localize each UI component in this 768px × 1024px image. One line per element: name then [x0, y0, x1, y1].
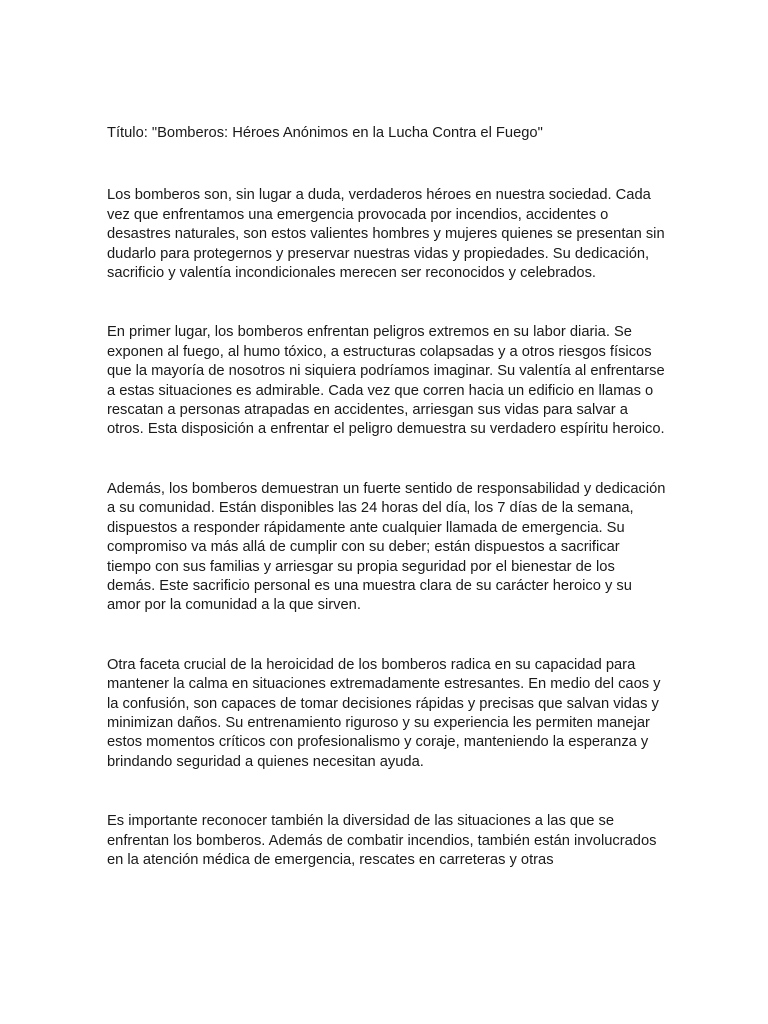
paragraph-5: Es importante reconocer también la diversidad de las situaciones a las que se enfrentan los bomberos. Además de combatir incendios, también están involucrados en la atención médica de emergencia, rescates en carreteras y otras: [107, 813, 657, 868]
paragraph-3: Además, los bomberos demuestran un fuerte sentido de responsabilidad y dedicación a su comunidad. Están disponibles las 24 horas del día, los 7 días de la semana, dispuestos a responder rápidamente ante cualquier llamada de emergencia. Su compromiso va más allá de cumplir con su deber; están dispuestos a sacrificar tiempo con sus familias y arriesgar su propia seguridad por el bienestar de los demás. Este sacrificio personal es una muestra clara de su carácter heroico y su amor por la comunidad a la que sirven.: [107, 480, 666, 614]
paragraph-4: Otra faceta crucial de la heroicidad de los bomberos radica en su capacidad para mantener la calma en situaciones extremadamente estresantes. En medio del caos y la confusión, son capaces de tomar decisiones rápidas y precisas que salvan vidas y minimizan daños. Su entrenamiento riguroso y su experiencia les permiten manejar estos momentos críticos con profesionalismo y coraje, manteniendo la esperanza y brindando seguridad a quienes necesitan ayuda.: [107, 656, 661, 770]
document-title: Título: "Bomberos: Héroes Anónimos en la Lucha Contra el Fuego": [107, 125, 543, 141]
document-body: [107, 124, 667, 870]
paragraph-1: Los bomberos son, sin lugar a duda, verdaderos héroes en nuestra sociedad. Cada vez que enfrentamos una emergencia provocada por incendios, accidentes o desastres naturales, son estos valientes hombres y mujeres quienes se presentan sin dudarlo para protegernos y preservar nuestras vidas y propiedades. Su dedicación, sacrificio y valentía incondicionales merecen ser reconocidos y celebrados.: [107, 187, 665, 282]
paragraph-2: En primer lugar, los bomberos enfrentan peligros extremos en su labor diaria. Se exponen al fuego, al humo tóxico, a estructuras colapsadas y a otros riesgos físicos que la mayoría de nosotros ni siquiera podríamos imaginar. Su valentía al enfrentarse a estas situaciones es admirable. Cada vez que corren hacia un edificio en llamas o rescatan a personas atrapadas en accidentes, arriesgan sus vidas para salvar a otros. Esta disposición a enfrentar el peligro demuestra su verdadero espíritu heroico.: [107, 324, 665, 438]
